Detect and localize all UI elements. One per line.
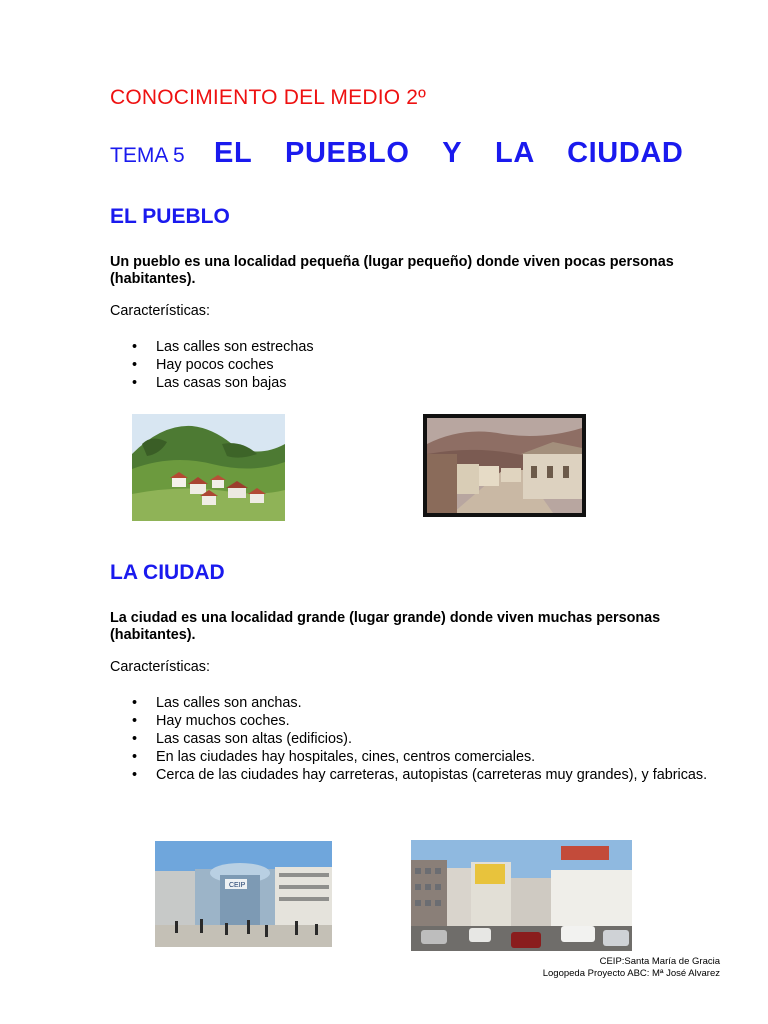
tema-label: TEMA 5 xyxy=(110,144,185,167)
bullet-icon: • xyxy=(132,767,138,783)
list-item-text: Hay muchos coches. xyxy=(156,713,290,729)
list-item xyxy=(110,766,730,784)
list-item-text: Las calles son estrechas xyxy=(156,339,314,355)
list-item xyxy=(110,712,730,730)
ciudad-definition: La ciudad es una localidad grande (lugar grande) donde viven muchas personas (habitantes). xyxy=(110,610,661,643)
list-item-text: En las ciudades hay hospitales, cines, centros comerciales. xyxy=(156,749,536,765)
bullet-icon: • xyxy=(132,357,138,373)
bullet-icon: • xyxy=(132,375,138,391)
footer-author: Logopeda Proyecto ABC: Mª José Alvarez xyxy=(542,968,720,979)
pueblo-list xyxy=(110,338,314,392)
pueblo-definition: Un pueblo es una localidad pequeña (lugar pequeño) donde viven pocas personas (habitantes). xyxy=(110,254,674,287)
list-item-text: Las casas son bajas xyxy=(156,375,287,391)
ciudad-caracteristicas-label: Características: xyxy=(110,659,210,675)
list-item-text: Cerca de las ciudades hay carreteras, autopistas (carreteras muy grandes), y fabricas. xyxy=(156,767,708,783)
list-item xyxy=(110,338,314,356)
city-street-photo xyxy=(411,840,632,951)
village-hillside-photo xyxy=(132,414,285,521)
list-item-text: Las calles son anchas. xyxy=(156,695,302,711)
subject-title: CONOCIMIENTO DEL MEDIO 2º xyxy=(110,86,427,109)
list-item xyxy=(110,748,730,766)
list-item xyxy=(110,694,730,712)
pueblo-heading: EL PUEBLO xyxy=(110,205,230,228)
ciudad-heading: LA CIUDAD xyxy=(110,561,225,584)
tema-title: EL PUEBLO Y LA CIUDAD xyxy=(214,137,684,169)
list-item xyxy=(110,730,730,748)
bullet-icon: • xyxy=(132,713,138,729)
footer xyxy=(543,956,720,980)
footer-school: CEIP:Santa María de Gracia xyxy=(599,956,720,967)
bullet-icon: • xyxy=(132,731,138,747)
list-item-text: Las casas son altas (edificios). xyxy=(156,731,352,747)
bullet-icon: • xyxy=(132,695,138,711)
bullet-icon: • xyxy=(132,339,138,355)
ciudad-list xyxy=(110,694,730,784)
list-item-text: Hay pocos coches xyxy=(156,357,274,373)
pueblo-caracteristicas-label: Características: xyxy=(110,303,210,319)
list-item xyxy=(110,356,314,374)
svg-text:CEIP: CEIP xyxy=(229,882,246,889)
list-item xyxy=(110,374,314,392)
village-street-photo xyxy=(423,414,586,517)
city-mall-photo xyxy=(155,841,332,947)
bullet-icon: • xyxy=(132,749,138,765)
